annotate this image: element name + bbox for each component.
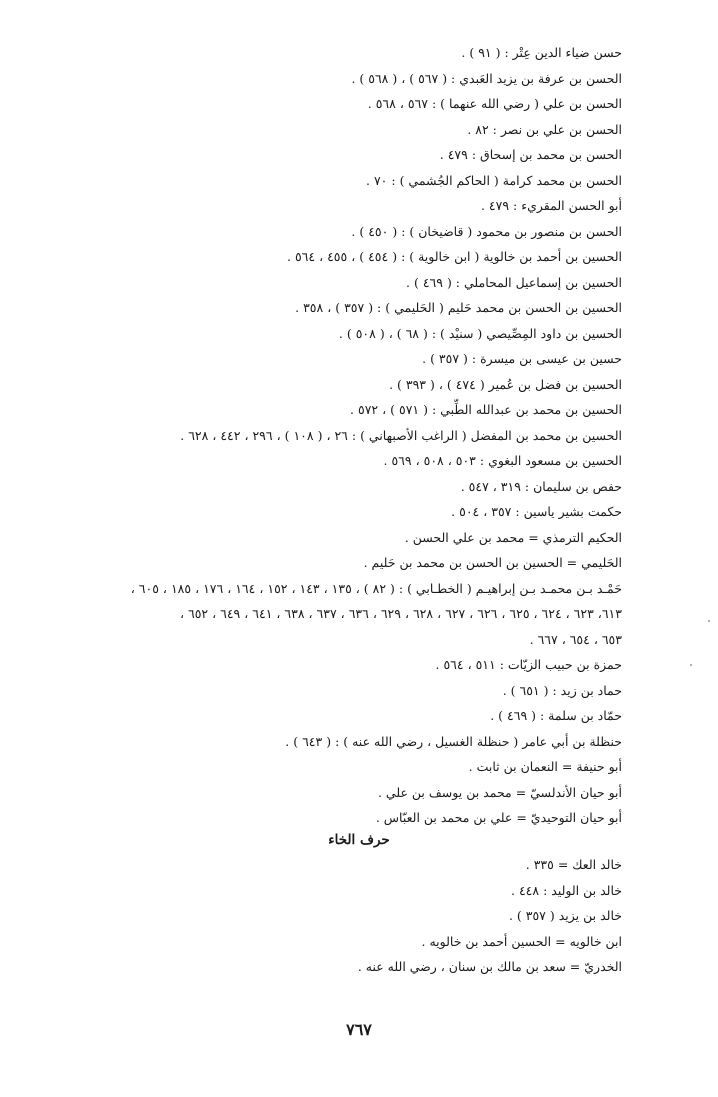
index-entry: خالد العك = ٣٣٥ .	[525, 857, 622, 872]
index-entry: خالد بن يزيد ( ٣٥٧ ) .	[508, 908, 622, 923]
scan-speck	[690, 664, 692, 666]
index-entry: حمزة بن حبيب الزيّات : ٥١١ ، ٥٦٤ .	[435, 657, 622, 672]
index-entry: حفص بن سليمان : ٣١٩ ، ٥٤٧ .	[460, 478, 622, 494]
scan-speck	[708, 620, 710, 622]
index-entry: الحسن بن علي بن نصر : ٨٢ .	[467, 121, 622, 137]
index-entry: حسين بن عيسى بن ميسرة : ( ٣٥٧ ) .	[422, 351, 622, 366]
page-number: ٧٦٧	[346, 1020, 372, 1039]
index-entry: خالد بن الوليد : ٤٤٨ .	[511, 882, 622, 898]
index-entry: ابن خالويه = الحسين أحمد بن خالويه .	[421, 933, 622, 949]
index-entry: الحسن بن عرفة بن يزيد العَبدي : ( ٥٦٧ ) ، ( ٥٦٨ ) .	[351, 70, 622, 86]
index-entry-long-line: ٦١٣، ٦٢٣ ، ٦٢٤ ، ٦٢٥ ، ٦٢٦ ، ٦٢٧ ، ٦٢٨ ، ٦٢٩ ، ٦٣٦ ، ٦٣٧ ، ٦٣٨ ، ٦٤١ ، ٦٤٩ ، ٦٥٢ ،	[179, 606, 622, 621]
index-entry: الحسين بن داود المِصِّيصي ( سنيْد ) : ( ٦٨ ) ، ( ٥٠٨ ) .	[338, 325, 622, 341]
index-entry: حنظلة بن أبي عامر ( حنظلة الغسيل ، رضي الله عنه ) : ( ٦٤٣ ) .	[285, 733, 622, 749]
index-entry: حمّاد بن سلمة : ( ٤٦٩ ) .	[490, 708, 622, 723]
index-entry: الحسن بن منصور بن محمود ( قاضيخان ) : ( ٤٥٠ ) .	[351, 223, 622, 239]
index-entry: أبو حيان الأندلسيّ = محمد بن يوسف بن علي .	[377, 784, 622, 800]
index-entry: الحسن بن علي ( رضي الله عنهما ) : ٥٦٧ ، ٥٦٨ .	[367, 96, 622, 111]
index-entry-long-line: ٦٥٣ ، ٦٥٤ ، ٦٦٧ .	[529, 631, 622, 647]
index-entry: الحسين بن الحسن بن محمد حَليم ( الحَليمي ) : ( ٣٥٧ ) ، ٣٥٨ .	[295, 300, 622, 315]
index-entry: الخدريّ = سعد بن مالك بن سنان ، رضي الله عنه .	[357, 959, 622, 974]
section-heading: حرف الخاء	[328, 832, 390, 848]
index-entry: أبو الحسن المقريء : ٤٧٩ .	[480, 198, 622, 213]
index-entry: الحسن بن محمد كرامة ( الحاكم الجُشمي ) : ٧٠ .	[366, 172, 622, 188]
index-entry: الحسين بن محمد بن عبدالله الطِّبي : ( ٥٧١ ) ، ٥٧٢ .	[350, 402, 622, 417]
index-entry: الحكيم الترمذي = محمد بن علي الحسن .	[404, 529, 622, 545]
index-entry-long-line: حَمْـد بـن محمـد بـن إبراهيـم ( الخطـابي ) : ( ٨٢ ) ، ١٣٥ ، ١٤٣ ، ١٥٢ ، ١٦٤ ، ١٧٦ ، ١٨٥ ، ٦٠٥ ،	[130, 580, 622, 596]
index-entry: حماد بن زيد : ( ٦٥١ ) .	[502, 682, 622, 698]
index-entries-list	[40, 40, 622, 831]
index-entries-list-kha	[40, 852, 622, 980]
index-entry: الحسين بن مسعود البغوي : ٥٠٣ ، ٥٠٨ ، ٥٦٩ .	[383, 453, 622, 468]
index-entry: الحسين بن فضل بن عُمير ( ٤٧٤ ) ، ( ٣٩٣ ) .	[389, 376, 622, 392]
index-entry: حكمت بشير ياسين : ٣٥٧ ، ٥٠٤ .	[451, 504, 622, 519]
index-entry: الحسين بن إسماعيل المحاملي : ( ٤٦٩ ) .	[406, 274, 622, 290]
index-entry: الحسن بن محمد بن إسحاق : ٤٧٩ .	[439, 147, 622, 162]
index-entry: الحَليمي = الحسين بن الحسن بن محمد بن حَليم .	[363, 555, 622, 570]
index-entry: أبو حنيفة = النعمان بن ثابت .	[468, 759, 622, 774]
index-entry: الحسين بن أحمد بن خالوية ( ابن خالوية ) : ( ٤٥٤ ) ، ٤٥٥ ، ٥٦٤ .	[287, 249, 622, 264]
index-entry: الحسين بن محمد بن المفضل ( الراغب الأصبهاني ) : ٢٦ ، ( ١٠٨ ) ، ٢٩٦ ، ٤٤٢ ، ٦٢٨ .	[180, 427, 622, 443]
index-entry: أبو حيان التوحيديّ = علي بن محمد بن العبّاس .	[375, 810, 622, 825]
index-entry: حسن ضياء الدين عِتْر : ( ٩١ ) .	[461, 45, 622, 60]
